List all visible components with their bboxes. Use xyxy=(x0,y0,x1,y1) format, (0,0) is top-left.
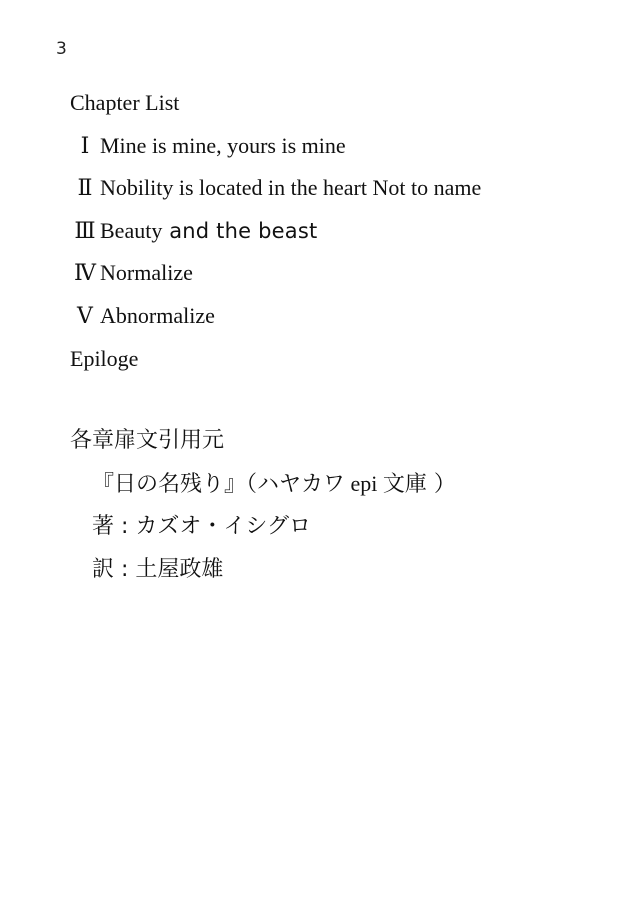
citation-author xyxy=(70,506,630,549)
citation-section xyxy=(70,420,630,591)
chapter-numeral: Ⅳ xyxy=(74,260,96,286)
citation-title: 各章扉文引用元 xyxy=(70,428,225,453)
chapter-item xyxy=(70,295,630,338)
chapter-title: Nobility is located in the heart Not to name xyxy=(100,175,482,201)
chapter-title: Mine is mine, yours is mine xyxy=(100,132,346,158)
chapter-numeral: Ⅴ xyxy=(77,302,93,328)
chapter-title-serif-part: Beauty xyxy=(100,217,163,243)
page-number: 3 xyxy=(56,39,67,59)
chapter-title-sans-part: and the beast xyxy=(162,218,318,243)
chapter-numeral: Ⅲ xyxy=(74,217,96,243)
citation-publisher-latin: epi xyxy=(345,470,383,496)
citation-translator-name: 土屋政雄 xyxy=(135,556,224,582)
citation-book-close: 文庫 ） xyxy=(382,471,456,497)
citation-author-name: カズオ・イシグロ xyxy=(135,514,311,540)
epilogue-item: Epiloge xyxy=(70,345,139,371)
chapter-numeral: Ⅰ xyxy=(80,132,90,158)
chapter-item xyxy=(70,125,630,168)
chapter-title: Normalize xyxy=(100,260,193,286)
chapter-title: Abnormalize xyxy=(100,302,215,328)
citation-author-label: 著 : xyxy=(92,514,136,540)
chapter-item xyxy=(70,252,630,295)
citation-translator-label: 訳 : xyxy=(92,556,136,582)
chapter-list-heading: Chapter List xyxy=(70,90,180,115)
citation-book xyxy=(70,463,630,507)
citation-translator xyxy=(70,549,630,592)
citation-book-open: 『日の名残り』（ハヤカワ xyxy=(92,471,346,497)
chapter-list xyxy=(70,82,630,380)
chapter-numeral: Ⅱ xyxy=(77,175,93,201)
chapter-item xyxy=(70,167,630,210)
chapter-item xyxy=(70,210,630,253)
